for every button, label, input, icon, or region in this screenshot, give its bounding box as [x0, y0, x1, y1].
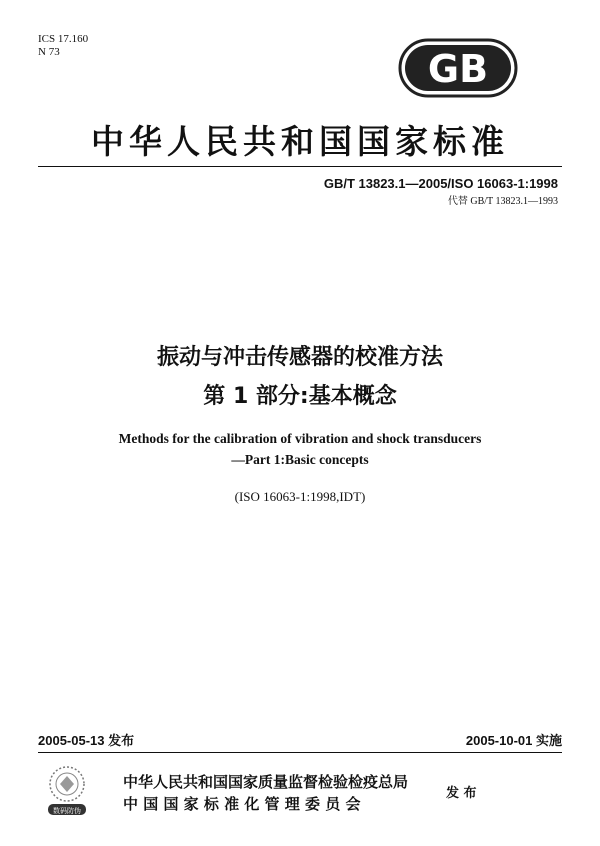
title-en-line2: —Part 1:Basic concepts — [231, 452, 369, 467]
issue-label: 发 布 — [446, 786, 477, 801]
replaces-note: 代替 GB/T 13823.1—1993 — [447, 196, 558, 207]
gb-logo-text: GB — [427, 47, 489, 91]
issuer-line1: 中华人民共和国国家质量监督检验检疫总局 — [123, 773, 409, 791]
gb-logo-icon — [398, 38, 518, 98]
title-cn-line2: 第 1 部分:基本概念 — [203, 384, 397, 409]
seal-text: 数码防伪 — [53, 807, 81, 815]
bottom-rule — [38, 752, 562, 753]
title-en-line1: Methods for the calibration of vibration and shock transducers — [118, 431, 482, 446]
anti-counterfeit-seal-icon — [42, 762, 92, 818]
standard-number: GB/T 13823.1—2005/ISO 16063-1:1998 — [323, 176, 558, 191]
ccs-code: N 73 — [38, 46, 60, 58]
implement-date: 2005-10-01 实施 — [465, 733, 562, 748]
standard-title: 中华人民共和国国家标准 — [91, 122, 509, 161]
title-cn-line1: 振动与冲击传感器的校准方法 — [156, 345, 443, 370]
classification-codes — [38, 33, 88, 59]
iso-reference: (ISO 16063-1:1998,IDT) — [234, 489, 366, 504]
ics-code: ICS 17.160 — [38, 33, 89, 45]
publish-date: 2005-05-13 发布 — [38, 733, 135, 748]
issuer-line2: 中 国 国 家 标 准 化 管 理 委 员 会 — [123, 795, 361, 813]
top-rule — [38, 166, 562, 167]
